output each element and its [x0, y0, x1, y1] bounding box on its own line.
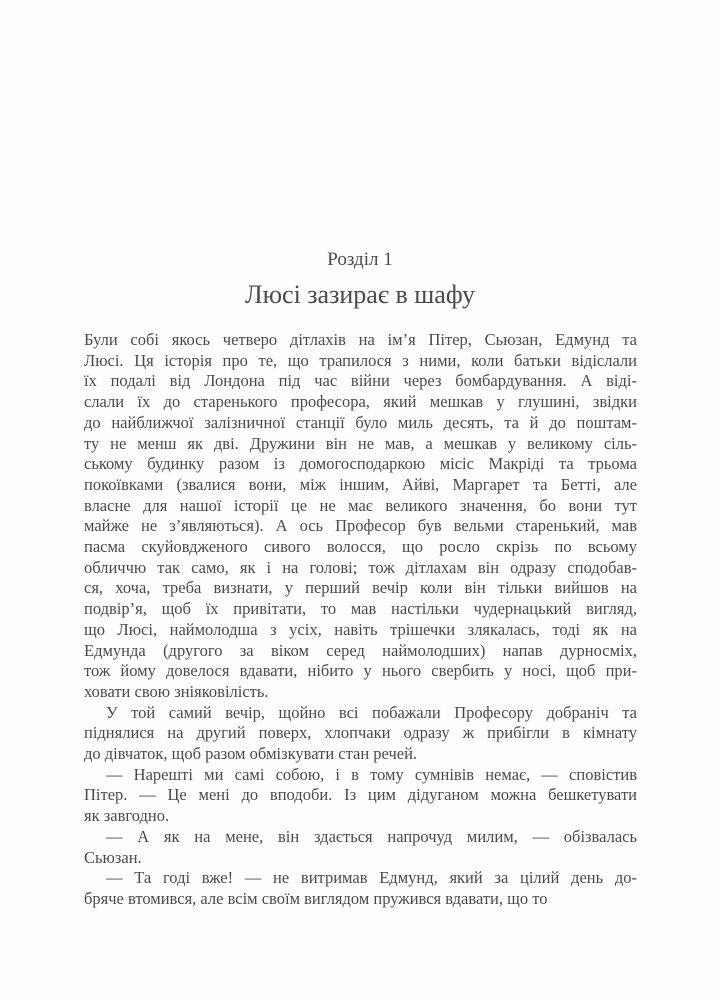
text-line: — Нарешті ми самі собою, і в тому сумнівів немає, — сповістив — [106, 764, 637, 784]
paragraph — [84, 703, 637, 765]
text-line: Пітер. — Це мені до вподоби. Із цим дідуганом можна бешкетувати — [84, 785, 637, 805]
text-line: Люсі. Ця історія про те, що трапилося з ними, коли батьки відіслали — [84, 350, 637, 370]
text-line: піднялися на другий поверх, хлопчаки одразу ж прибігли в кімнату — [84, 723, 637, 743]
text-line: ському будинку разом із домогосподаркою місіс Макріді та трьома — [84, 454, 637, 474]
paragraph — [84, 827, 637, 868]
text-line: — Та годі вже! — не витримав Едмунд, який за цілий день до- — [106, 868, 637, 888]
text-line: бряче втомився, але всім своїм виглядом пружився вдавати, що то — [84, 888, 548, 908]
text-line: пасма скуйовдженого сивого волосся, що росло скрізь по всьому — [84, 537, 637, 557]
chapter-title: Люсі зазирає в шафу — [244, 280, 476, 309]
text-line: власне для нашої історії це не має великого значення, бо вони тут — [84, 495, 637, 515]
text-line: — А як на мене, він здається напрочуд милим, — обізвалась — [106, 826, 637, 846]
text-line: слали їх до старенького професора, який мешкав у глушині, звідки — [84, 392, 637, 412]
paragraph — [84, 765, 637, 827]
text-line: майже не з’являються). А ось Професор був вельми старенький, мав — [84, 516, 637, 536]
text-line: Були собі якось четверо дітлахів на ім’я Пітер, Сьюзан, Едмунд та — [84, 330, 637, 349]
text-line: до дівчаток, щоб разом обмізкувати стан речей. — [84, 744, 418, 764]
text-line: їх подалі від Лондона під час війни через бомбардування. А віді- — [84, 371, 637, 391]
text-line: до найближчої залізничної станції було миль десять, та й до поштам- — [84, 412, 637, 432]
text-line: тож йому довелося вдавати, нібито у нього свербить у носі, щоб при- — [84, 661, 637, 681]
text-line: ховати свою зніяковілість. — [84, 681, 269, 701]
text-line: що Люсі, наймолодша з усіх, навіть трішечки злякалась, тоді як на — [84, 619, 637, 639]
body-text — [84, 330, 637, 910]
text-line: У той самий вечір, щойно всі побажали Професору добраніч та — [106, 702, 637, 722]
text-line: як завгодно. — [84, 806, 170, 826]
text-line: обличчю так само, як і на голові; тож дітлахам він одразу сподобав- — [84, 557, 637, 577]
text-line: Едмунда (другого за віком серед наймолодших) напав дурносміх, — [84, 640, 637, 660]
text-line: ту не менш як дві. Дружини він не мав, а мешкав у великому сіль- — [84, 433, 637, 453]
chapter-number: Розділ 1 — [327, 249, 393, 270]
text-line: ся, хоча, треба визнати, у перший вечір коли він тільки вийшов на — [84, 578, 637, 598]
paragraph — [84, 330, 637, 703]
text-line: Сьюзан. — [84, 847, 142, 867]
paragraph — [84, 868, 637, 909]
text-line: подвір’я, щоб їх привітати, то мав настільки чудернацький вигляд, — [84, 599, 637, 619]
text-line: покоївками (звалися вони, між іншим, Айві, Маргарет та Бетті, але — [84, 474, 637, 494]
